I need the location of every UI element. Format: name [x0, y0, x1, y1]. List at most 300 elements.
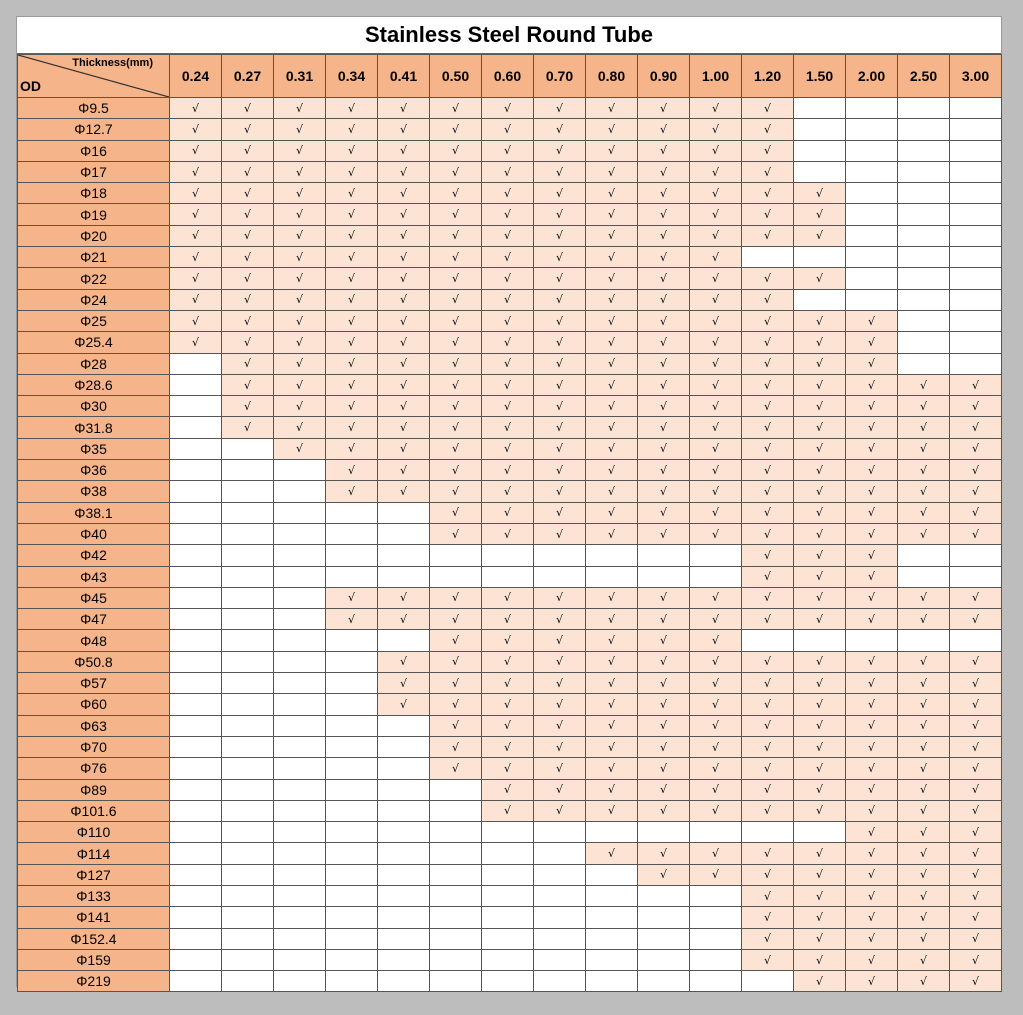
- available-cell: √: [586, 140, 638, 161]
- available-cell: √: [378, 204, 430, 225]
- empty-cell: [690, 566, 742, 587]
- available-cell: √: [794, 396, 846, 417]
- available-cell: √: [690, 374, 742, 395]
- empty-cell: [222, 949, 274, 970]
- available-cell: √: [586, 374, 638, 395]
- empty-cell: [170, 502, 222, 523]
- available-cell: √: [586, 694, 638, 715]
- table-row: [18, 609, 1002, 630]
- od-cell: Φ40: [18, 523, 170, 544]
- empty-cell: [534, 885, 586, 906]
- empty-cell: [274, 609, 326, 630]
- empty-cell: [170, 822, 222, 843]
- available-cell: √: [898, 438, 950, 459]
- empty-cell: [690, 545, 742, 566]
- empty-cell: [898, 545, 950, 566]
- table-row: [18, 928, 1002, 949]
- empty-cell: [222, 822, 274, 843]
- available-cell: √: [742, 885, 794, 906]
- empty-cell: [170, 566, 222, 587]
- od-cell: Φ38: [18, 481, 170, 502]
- available-cell: √: [742, 396, 794, 417]
- empty-cell: [170, 843, 222, 864]
- available-cell: √: [326, 183, 378, 204]
- empty-cell: [586, 545, 638, 566]
- available-cell: √: [586, 587, 638, 608]
- available-cell: √: [638, 225, 690, 246]
- available-cell: √: [534, 779, 586, 800]
- available-cell: √: [430, 98, 482, 119]
- empty-cell: [898, 119, 950, 140]
- available-cell: √: [482, 587, 534, 608]
- empty-cell: [846, 204, 898, 225]
- empty-cell: [170, 949, 222, 970]
- empty-cell: [170, 587, 222, 608]
- available-cell: √: [846, 396, 898, 417]
- available-cell: √: [690, 396, 742, 417]
- available-cell: √: [742, 545, 794, 566]
- available-cell: √: [482, 417, 534, 438]
- available-cell: √: [534, 310, 586, 331]
- empty-cell: [170, 460, 222, 481]
- od-cell: Φ28: [18, 353, 170, 374]
- empty-cell: [378, 822, 430, 843]
- available-cell: √: [794, 225, 846, 246]
- available-cell: √: [430, 268, 482, 289]
- available-cell: √: [378, 694, 430, 715]
- available-cell: √: [638, 353, 690, 374]
- empty-cell: [846, 98, 898, 119]
- available-cell: √: [690, 609, 742, 630]
- empty-cell: [950, 161, 1002, 182]
- available-cell: √: [690, 715, 742, 736]
- available-cell: √: [274, 353, 326, 374]
- available-cell: √: [742, 800, 794, 821]
- available-cell: √: [690, 247, 742, 268]
- available-cell: √: [690, 779, 742, 800]
- empty-cell: [326, 949, 378, 970]
- available-cell: √: [586, 843, 638, 864]
- available-cell: √: [742, 417, 794, 438]
- empty-cell: [898, 225, 950, 246]
- empty-cell: [586, 822, 638, 843]
- available-cell: √: [898, 907, 950, 928]
- available-cell: √: [482, 502, 534, 523]
- available-cell: √: [482, 800, 534, 821]
- available-cell: √: [222, 374, 274, 395]
- available-cell: √: [950, 822, 1002, 843]
- empty-cell: [326, 545, 378, 566]
- available-cell: √: [326, 438, 378, 459]
- available-cell: √: [950, 609, 1002, 630]
- available-cell: √: [586, 460, 638, 481]
- empty-cell: [846, 183, 898, 204]
- od-cell: Φ114: [18, 843, 170, 864]
- thickness-header: 1.00: [690, 55, 742, 98]
- od-cell: Φ101.6: [18, 800, 170, 821]
- available-cell: √: [950, 885, 1002, 906]
- available-cell: √: [742, 928, 794, 949]
- empty-cell: [950, 98, 1002, 119]
- available-cell: √: [326, 268, 378, 289]
- empty-cell: [898, 630, 950, 651]
- empty-cell: [586, 566, 638, 587]
- empty-cell: [638, 971, 690, 992]
- empty-cell: [222, 694, 274, 715]
- available-cell: √: [482, 310, 534, 331]
- available-cell: √: [326, 289, 378, 310]
- empty-cell: [794, 140, 846, 161]
- available-cell: √: [586, 758, 638, 779]
- available-cell: √: [794, 609, 846, 630]
- table-row: [18, 673, 1002, 694]
- empty-cell: [482, 843, 534, 864]
- available-cell: √: [274, 417, 326, 438]
- empty-cell: [378, 907, 430, 928]
- available-cell: √: [586, 396, 638, 417]
- empty-cell: [222, 438, 274, 459]
- available-cell: √: [586, 630, 638, 651]
- available-cell: √: [846, 609, 898, 630]
- available-cell: √: [586, 502, 638, 523]
- available-cell: √: [690, 183, 742, 204]
- available-cell: √: [898, 396, 950, 417]
- empty-cell: [534, 545, 586, 566]
- empty-cell: [534, 864, 586, 885]
- available-cell: √: [378, 183, 430, 204]
- available-cell: √: [378, 396, 430, 417]
- empty-cell: [846, 119, 898, 140]
- available-cell: √: [742, 587, 794, 608]
- empty-cell: [274, 758, 326, 779]
- empty-cell: [326, 822, 378, 843]
- available-cell: √: [326, 119, 378, 140]
- available-cell: √: [742, 460, 794, 481]
- available-cell: √: [846, 502, 898, 523]
- empty-cell: [690, 885, 742, 906]
- od-cell: Φ19: [18, 204, 170, 225]
- available-cell: √: [534, 353, 586, 374]
- available-cell: √: [274, 247, 326, 268]
- empty-cell: [950, 247, 1002, 268]
- empty-cell: [534, 566, 586, 587]
- available-cell: √: [846, 310, 898, 331]
- available-cell: √: [794, 758, 846, 779]
- available-cell: √: [846, 481, 898, 502]
- table-row: [18, 949, 1002, 970]
- table-row: [18, 140, 1002, 161]
- empty-cell: [898, 140, 950, 161]
- empty-cell: [690, 949, 742, 970]
- available-cell: √: [742, 736, 794, 757]
- available-cell: √: [950, 694, 1002, 715]
- available-cell: √: [222, 247, 274, 268]
- empty-cell: [170, 396, 222, 417]
- available-cell: √: [846, 736, 898, 757]
- available-cell: √: [950, 438, 1002, 459]
- available-cell: √: [846, 843, 898, 864]
- od-cell: Φ31.8: [18, 417, 170, 438]
- empty-cell: [326, 885, 378, 906]
- od-cell: Φ141: [18, 907, 170, 928]
- empty-cell: [170, 353, 222, 374]
- empty-cell: [378, 758, 430, 779]
- table-row: [18, 545, 1002, 566]
- available-cell: √: [742, 502, 794, 523]
- od-cell: Φ152.4: [18, 928, 170, 949]
- available-cell: √: [586, 289, 638, 310]
- available-cell: √: [170, 183, 222, 204]
- available-cell: √: [586, 779, 638, 800]
- empty-cell: [742, 247, 794, 268]
- available-cell: √: [846, 417, 898, 438]
- available-cell: √: [326, 310, 378, 331]
- available-cell: √: [534, 438, 586, 459]
- available-cell: √: [274, 204, 326, 225]
- available-cell: √: [534, 673, 586, 694]
- thickness-header: 0.24: [170, 55, 222, 98]
- available-cell: √: [638, 310, 690, 331]
- table-row: [18, 332, 1002, 353]
- empty-cell: [170, 885, 222, 906]
- empty-cell: [326, 566, 378, 587]
- available-cell: √: [690, 332, 742, 353]
- available-cell: √: [898, 694, 950, 715]
- available-cell: √: [846, 673, 898, 694]
- od-cell: Φ63: [18, 715, 170, 736]
- available-cell: √: [534, 502, 586, 523]
- table-row: [18, 98, 1002, 119]
- empty-cell: [898, 310, 950, 331]
- available-cell: √: [638, 460, 690, 481]
- empty-cell: [274, 928, 326, 949]
- empty-cell: [170, 800, 222, 821]
- available-cell: √: [742, 119, 794, 140]
- available-cell: √: [534, 736, 586, 757]
- available-cell: √: [482, 460, 534, 481]
- available-cell: √: [482, 758, 534, 779]
- available-cell: √: [690, 353, 742, 374]
- empty-cell: [794, 630, 846, 651]
- available-cell: √: [950, 651, 1002, 672]
- empty-cell: [274, 779, 326, 800]
- empty-cell: [274, 630, 326, 651]
- available-cell: √: [534, 119, 586, 140]
- empty-cell: [378, 545, 430, 566]
- available-cell: √: [846, 864, 898, 885]
- available-cell: √: [430, 715, 482, 736]
- available-cell: √: [846, 438, 898, 459]
- available-cell: √: [430, 736, 482, 757]
- available-cell: √: [846, 460, 898, 481]
- empty-cell: [326, 715, 378, 736]
- available-cell: √: [742, 779, 794, 800]
- available-cell: √: [482, 268, 534, 289]
- available-cell: √: [430, 374, 482, 395]
- empty-cell: [274, 971, 326, 992]
- available-cell: √: [690, 481, 742, 502]
- thickness-header: 3.00: [950, 55, 1002, 98]
- available-cell: √: [690, 864, 742, 885]
- available-cell: √: [430, 225, 482, 246]
- empty-cell: [482, 545, 534, 566]
- empty-cell: [326, 928, 378, 949]
- available-cell: √: [742, 183, 794, 204]
- empty-cell: [534, 843, 586, 864]
- available-cell: √: [482, 651, 534, 672]
- empty-cell: [430, 822, 482, 843]
- available-cell: √: [482, 140, 534, 161]
- thickness-header: 0.70: [534, 55, 586, 98]
- table-row: [18, 843, 1002, 864]
- available-cell: √: [638, 247, 690, 268]
- available-cell: √: [794, 417, 846, 438]
- available-cell: √: [742, 140, 794, 161]
- available-cell: √: [274, 268, 326, 289]
- table-row: [18, 481, 1002, 502]
- available-cell: √: [638, 587, 690, 608]
- available-cell: √: [690, 460, 742, 481]
- available-cell: √: [950, 928, 1002, 949]
- available-cell: √: [534, 289, 586, 310]
- empty-cell: [430, 864, 482, 885]
- available-cell: √: [274, 396, 326, 417]
- available-cell: √: [534, 417, 586, 438]
- od-cell: Φ25.4: [18, 332, 170, 353]
- available-cell: √: [430, 523, 482, 544]
- empty-cell: [222, 843, 274, 864]
- available-cell: √: [742, 694, 794, 715]
- available-cell: √: [378, 374, 430, 395]
- available-cell: √: [742, 310, 794, 331]
- available-cell: √: [222, 332, 274, 353]
- empty-cell: [742, 822, 794, 843]
- empty-cell: [222, 523, 274, 544]
- available-cell: √: [482, 225, 534, 246]
- empty-cell: [950, 204, 1002, 225]
- available-cell: √: [378, 417, 430, 438]
- available-cell: √: [378, 98, 430, 119]
- available-cell: √: [326, 247, 378, 268]
- empty-cell: [274, 885, 326, 906]
- empty-cell: [170, 481, 222, 502]
- available-cell: √: [794, 204, 846, 225]
- empty-cell: [170, 694, 222, 715]
- empty-cell: [326, 694, 378, 715]
- available-cell: √: [586, 247, 638, 268]
- available-cell: √: [742, 864, 794, 885]
- empty-cell: [378, 928, 430, 949]
- empty-cell: [274, 460, 326, 481]
- available-cell: √: [586, 715, 638, 736]
- empty-cell: [170, 736, 222, 757]
- empty-cell: [430, 971, 482, 992]
- available-cell: √: [742, 161, 794, 182]
- empty-cell: [378, 779, 430, 800]
- available-cell: √: [274, 374, 326, 395]
- available-cell: √: [794, 864, 846, 885]
- available-cell: √: [586, 119, 638, 140]
- available-cell: √: [794, 353, 846, 374]
- empty-cell: [378, 843, 430, 864]
- available-cell: √: [170, 140, 222, 161]
- od-cell: Φ57: [18, 673, 170, 694]
- table-row: [18, 161, 1002, 182]
- available-cell: √: [794, 310, 846, 331]
- available-cell: √: [326, 374, 378, 395]
- available-cell: √: [846, 545, 898, 566]
- empty-cell: [326, 736, 378, 757]
- available-cell: √: [586, 268, 638, 289]
- empty-cell: [430, 885, 482, 906]
- available-cell: √: [638, 651, 690, 672]
- available-cell: √: [950, 779, 1002, 800]
- available-cell: √: [690, 651, 742, 672]
- table-row: [18, 523, 1002, 544]
- available-cell: √: [638, 119, 690, 140]
- empty-cell: [950, 183, 1002, 204]
- available-cell: √: [950, 949, 1002, 970]
- available-cell: √: [378, 289, 430, 310]
- available-cell: √: [326, 396, 378, 417]
- available-cell: √: [430, 119, 482, 140]
- empty-cell: [950, 630, 1002, 651]
- available-cell: √: [430, 183, 482, 204]
- empty-cell: [482, 864, 534, 885]
- available-cell: √: [742, 715, 794, 736]
- available-cell: √: [378, 481, 430, 502]
- available-cell: √: [326, 204, 378, 225]
- available-cell: √: [170, 98, 222, 119]
- available-cell: √: [898, 843, 950, 864]
- available-cell: √: [638, 481, 690, 502]
- empty-cell: [950, 566, 1002, 587]
- od-cell: Φ89: [18, 779, 170, 800]
- empty-cell: [222, 609, 274, 630]
- available-cell: √: [794, 736, 846, 757]
- available-cell: √: [378, 587, 430, 608]
- table-row: [18, 268, 1002, 289]
- available-cell: √: [222, 204, 274, 225]
- available-cell: √: [638, 161, 690, 182]
- available-cell: √: [378, 673, 430, 694]
- available-cell: √: [846, 374, 898, 395]
- table-row: [18, 587, 1002, 608]
- available-cell: √: [690, 438, 742, 459]
- available-cell: √: [170, 289, 222, 310]
- empty-cell: [898, 353, 950, 374]
- available-cell: √: [430, 204, 482, 225]
- empty-cell: [326, 502, 378, 523]
- empty-cell: [170, 907, 222, 928]
- available-cell: √: [326, 481, 378, 502]
- empty-cell: [170, 438, 222, 459]
- available-cell: √: [222, 183, 274, 204]
- available-cell: √: [742, 481, 794, 502]
- available-cell: √: [534, 758, 586, 779]
- available-cell: √: [274, 140, 326, 161]
- available-cell: √: [846, 885, 898, 906]
- empty-cell: [638, 907, 690, 928]
- table-row: [18, 353, 1002, 374]
- od-cell: Φ21: [18, 247, 170, 268]
- empty-cell: [690, 907, 742, 928]
- empty-cell: [378, 885, 430, 906]
- available-cell: √: [170, 310, 222, 331]
- empty-cell: [222, 673, 274, 694]
- empty-cell: [326, 779, 378, 800]
- od-cell: Φ18: [18, 183, 170, 204]
